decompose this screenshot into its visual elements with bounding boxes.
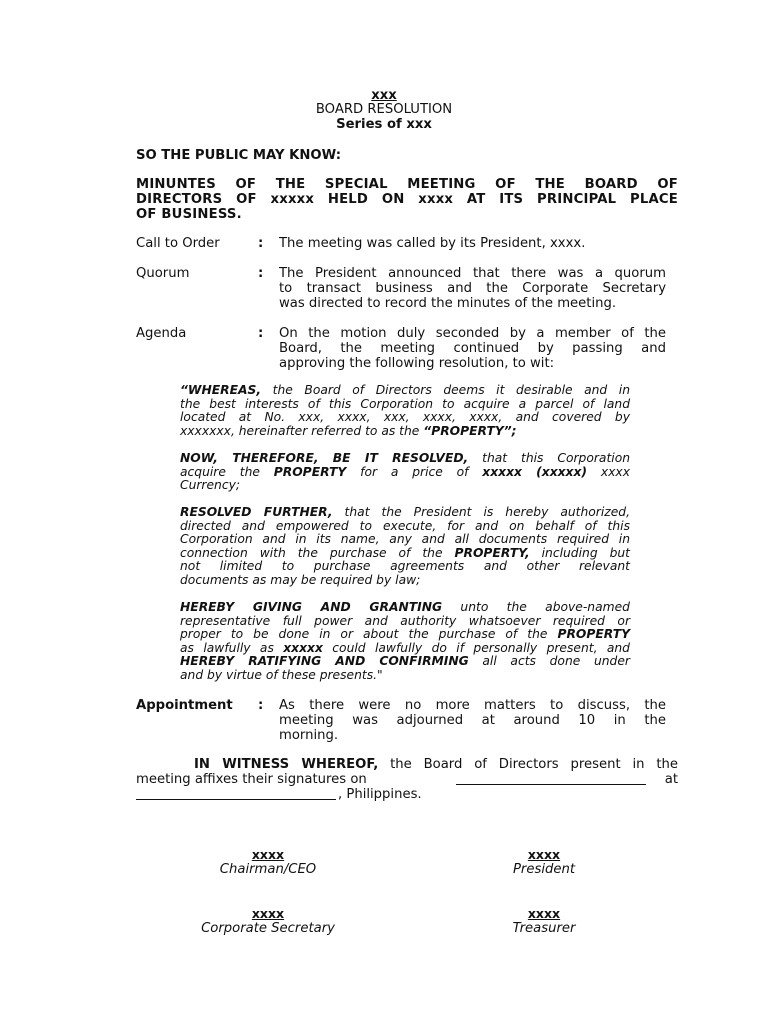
agenda-label: Agenda [136, 326, 187, 341]
colon: : [258, 266, 264, 281]
representative-name: xxxxx [283, 640, 323, 655]
property-term: PROPERTY [557, 627, 630, 642]
appointment-text [279, 698, 666, 743]
date-blank [456, 772, 646, 785]
now-therefore-clause [180, 452, 630, 493]
minutes-line: OF BUSINESS. [136, 207, 242, 222]
clause-text: unto the above-named [442, 600, 630, 614]
signatory-name: xxxx [251, 847, 285, 862]
document-title: BOARD RESOLUTION [315, 102, 453, 117]
clause-text: proper to be done in or about the purchase of the [180, 627, 558, 642]
agenda-line: On the motion duly seconded by a member of the [279, 326, 666, 341]
whereas-clause [180, 384, 630, 438]
clause-text: located at No. xxx, xxxx, xxx, xxxx, xxxx, and covered by [180, 410, 630, 425]
hereby-giving-lead: HEREBY GIVING AND GRANTING [180, 600, 443, 614]
minutes-line: MINUNTES OF THE SPECIAL MEETING OF THE BOARD OF [136, 177, 678, 192]
clause-text: xxxxxxx, hereinafter referred to as the [180, 423, 424, 438]
signatory-title: President [512, 862, 576, 877]
quorum-line: to transact business and the Corporate Secretary [279, 281, 666, 296]
clause-text: that the President is hereby authorized, [332, 505, 631, 519]
clause-text: xxxx [587, 464, 630, 479]
appointment-label: Appointment [136, 698, 233, 713]
property-term: “PROPERTY”; [423, 423, 517, 438]
signatory-name: xxxx [527, 847, 561, 862]
now-therefore-lead: NOW, THEREFORE, BE IT RESOLVED, [180, 451, 469, 465]
colon: : [258, 236, 264, 251]
price-term: xxxxx (xxxxx) [482, 464, 588, 479]
witness-paragraph [136, 757, 678, 802]
colon: : [258, 326, 264, 341]
clause-text: all acts done under [468, 654, 630, 669]
property-term: PROPERTY [273, 464, 347, 479]
clause-text: connection with the purchase of the [180, 545, 455, 560]
appointment-line: morning. [279, 728, 339, 743]
minutes-line: DIRECTORS OF xxxxx HELD ON xxxx AT ITS PRINCIPAL PLACE [136, 192, 678, 207]
signatory-title: Treasurer [512, 921, 576, 936]
signatory-name: xxxx [251, 906, 285, 921]
resolution-code: xxx [371, 88, 397, 103]
quorum-line: The President announced that there was a quorum [279, 266, 666, 281]
agenda-line: approving the following resolution, to wit: [279, 356, 555, 371]
signatory-title: Corporate Secretary [201, 921, 335, 936]
property-term: PROPERTY, [454, 545, 530, 560]
signatory-president [434, 847, 654, 877]
appointment-line: meeting was adjourned at around 10 in the [279, 713, 666, 728]
clause-text: documents as may be required by law; [180, 572, 421, 587]
signatory-title: Chairman/CEO [219, 862, 317, 877]
call-to-order-text: The meeting was called by its President, xxxx. [279, 236, 586, 251]
clause-text: the Board of Directors deems it desirable and in [261, 383, 630, 397]
quorum-text [279, 266, 666, 311]
clause-text: the best interests of this Corporation to acquire a parcel of land [180, 396, 630, 411]
agenda-line: Board, the meeting continued by passing and [279, 341, 666, 356]
agenda-text [279, 326, 666, 371]
clause-text: could lawfully do if personally present, and [322, 640, 630, 655]
colon: : [258, 698, 264, 713]
quorum-line: was directed to record the minutes of the meeting. [279, 296, 617, 311]
witness-text: the Board of Directors present in the [378, 757, 679, 772]
call-to-order-label: Call to Order [136, 236, 220, 251]
clause-text: representative full power and authority whatsoever required or [180, 613, 630, 628]
resolved-further-clause [180, 506, 630, 588]
clause-text: acquire the [180, 464, 274, 479]
ratify-term: HEREBY RATIFYING AND CONFIRMING [180, 654, 469, 669]
minutes-heading [136, 177, 678, 222]
witness-text: , Philippines. [338, 787, 422, 802]
clause-text: Corporation and in its name, any and all documents required in [180, 532, 630, 547]
signatory-name: xxxx [527, 906, 561, 921]
public-notice: SO THE PUBLIC MAY KNOW: [136, 148, 342, 163]
clause-text: including but [529, 545, 630, 560]
witness-text: meeting affixes their signatures on [136, 772, 367, 787]
clause-text: directed and empowered to execute, for and on behalf of this [180, 518, 630, 533]
signatory-treasurer [434, 906, 654, 936]
quorum-label: Quorum [136, 266, 190, 281]
appointment-line: As there were no more matters to discuss, the [279, 698, 666, 713]
signatory-chairman [158, 847, 378, 877]
series-label: Series of xxx [336, 117, 432, 132]
witness-lead: IN WITNESS WHEREOF, [194, 757, 379, 772]
clause-text: as lawfully as [180, 640, 284, 655]
place-blank [136, 787, 336, 800]
clause-text: not limited to purchase agreements and other relevant [180, 559, 630, 574]
clause-text: Currency; [180, 478, 241, 493]
clause-text: and by virtue of these presents." [180, 667, 383, 682]
witness-text: at [664, 772, 678, 787]
clause-text: that this Corporation [468, 451, 631, 465]
hereby-giving-clause [180, 601, 630, 683]
whereas-lead: “WHEREAS, [180, 383, 262, 397]
resolved-further-lead: RESOLVED FURTHER, [180, 505, 333, 519]
signatory-corporate-secretary [158, 906, 378, 936]
clause-text: for a price of [346, 464, 483, 479]
